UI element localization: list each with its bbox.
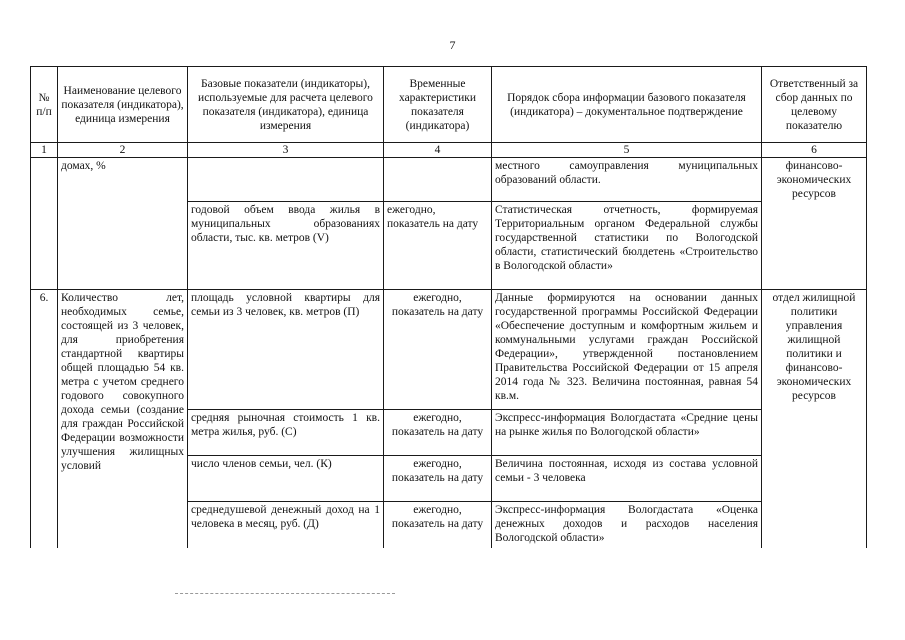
- column-number-row: [31, 143, 867, 158]
- column-number: 1: [31, 143, 58, 158]
- source-cell: местного самоуправления муниципальных образований области.: [492, 158, 762, 202]
- page-edge-line: [175, 593, 395, 595]
- time-cell: [384, 158, 492, 202]
- indicator-name-cell: домах, %: [58, 158, 188, 290]
- header-number: № п/п: [31, 67, 58, 143]
- header-collection-procedure: Порядок сбора информации базового показателя (индикатора) – документальное подтверждение: [492, 67, 762, 143]
- time-cell: ежегодно, показатель на дату: [384, 202, 492, 290]
- time-cell: ежегодно, показатель на дату: [384, 290, 492, 410]
- base-indicator-cell: годовой объем ввода жилья в муниципальных образованиях области, тыс. кв. метров (V): [188, 202, 384, 290]
- source-cell: Данные формируются на основании данных государственной программы Российской Федерации «Обеспечение доступным и комфортным жильем и коммунальными услугами граждан Российской Федерации», утвержденной постановлением Правительства Российской Федерации от 15 апреля 2014 года № 323. Величина постоянная, равная 54 кв.м.: [492, 290, 762, 410]
- header-base-indicators: Базовые показатели (индикаторы), используемые для расчета целевого показателя (индикатора), единица измерения: [188, 67, 384, 143]
- base-indicator-cell: площадь условной квартиры для семьи из 3 человек, кв. метров (П): [188, 290, 384, 410]
- source-cell: Величина постоянная, исходя из состава условной семьи - 3 человека: [492, 456, 762, 502]
- page-number: 7: [449, 38, 456, 52]
- row-number-cell: [31, 158, 58, 290]
- responsible-cell: отдел жилищной политики управления жилищной политики и финансово-экономических ресурсов: [762, 290, 867, 548]
- time-cell: ежегодно, показатель на дату: [384, 456, 492, 502]
- source-cell: Статистическая отчетность, формируемая Территориальным органом Федеральной службы государственной статистики по Вологодской области, статистический бюлдетень «Строительство в Вологодской области»: [492, 202, 762, 290]
- base-indicator-cell: среднедушевой денежный доход на 1 человека в месяц, руб. (Д): [188, 502, 384, 548]
- source-cell: Экспресс-информация Вологдастата «Средние цены на рынке жилья по Вологодской области»: [492, 410, 762, 456]
- header-indicator-name: Наименование целевого показателя (индикатора), единица измерения: [58, 67, 188, 143]
- indicator-name-cell: Количество лет, необходимых семье, состоящей из 3 человек, для приобретения стандартной квартиры общей площадью 54 кв. метра с учетом среднего годового совокупного дохода семьи (создание для граждан Российской Федерации возможности улучшения жилищных условий: [58, 290, 188, 548]
- source-cell: Экспресс-информация Вологдастата «Оценка денежных доходов и расходов населения Вологодской области»: [492, 502, 762, 548]
- header-row: [31, 67, 867, 143]
- table-row: [31, 290, 867, 410]
- column-number: 2: [58, 143, 188, 158]
- column-number: 4: [384, 143, 492, 158]
- base-indicator-cell: [188, 158, 384, 202]
- header-responsible: Ответственный за сбор данных по целевому показателю: [762, 67, 867, 143]
- column-number: 5: [492, 143, 762, 158]
- column-number: 6: [762, 143, 867, 158]
- base-indicator-cell: число членов семьи, чел. (К): [188, 456, 384, 502]
- base-indicator-cell: средняя рыночная стоимость 1 кв. метра жилья, руб. (С): [188, 410, 384, 456]
- time-cell: ежегодно, показатель на дату: [384, 502, 492, 548]
- table-row: [31, 158, 867, 202]
- row-number-cell: 6.: [31, 290, 58, 548]
- time-cell: ежегодно, показатель на дату: [384, 410, 492, 456]
- indicator-table: [30, 66, 867, 548]
- header-time-characteristics: Временные характеристики показателя (индикатора): [384, 67, 492, 143]
- column-number: 3: [188, 143, 384, 158]
- responsible-cell: финансово-экономических ресурсов: [762, 158, 867, 290]
